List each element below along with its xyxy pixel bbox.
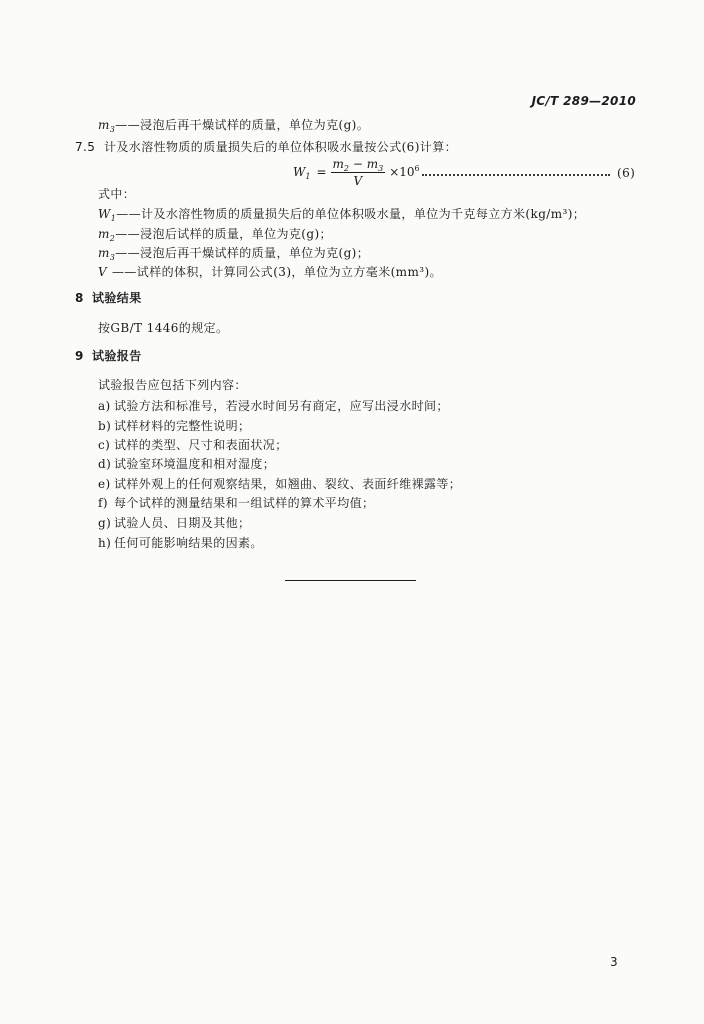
- list-item: [98, 418, 250, 434]
- fraction-numerator: [331, 157, 386, 173]
- list-item-text: 试样的类型、尺寸和表面状况；: [114, 438, 288, 452]
- definition-symbol: [98, 226, 115, 242]
- definition-description: ——浸泡后试样的质量，单位为克(g)；: [115, 227, 332, 241]
- symbol-letter: m: [98, 227, 110, 241]
- definition-symbol: [98, 206, 116, 222]
- symbol-subscript: 1: [110, 214, 117, 223]
- list-item-label: f): [98, 496, 108, 510]
- lhs-subscript: 1: [305, 172, 311, 181]
- definition-m3-carryover: [98, 117, 369, 133]
- definition-symbol: [98, 117, 115, 133]
- clause-number: 7.5: [75, 140, 96, 154]
- section-number: 9: [75, 349, 84, 363]
- definition-description: ——计及水溶性物质的质量损失后的单位体积吸水量，单位为千克每立方米(kg/m³)；: [116, 207, 586, 221]
- clause-text: 计及水溶性物质的质量损失后的单位体积吸水量按公式(6)计算：: [104, 140, 458, 154]
- list-item: [98, 456, 275, 472]
- numerator-a-subscript: 2: [343, 163, 349, 173]
- definition-w1: [98, 206, 585, 222]
- end-of-document-rule: [285, 580, 416, 581]
- list-item-text: 任何可能影响结果的因素。: [114, 536, 263, 550]
- symbol-letter: W: [98, 207, 111, 221]
- page-number: 3: [610, 955, 619, 969]
- numerator-a-symbol: m: [332, 156, 344, 171]
- section-9-intro: 试验报告应包括下列内容：: [98, 378, 247, 392]
- list-item-text: 试样材料的完整性说明；: [114, 419, 251, 433]
- definition-symbol: [98, 245, 115, 261]
- where-label: 式中：: [98, 187, 136, 201]
- list-item: [98, 515, 250, 531]
- numerator-minus: −: [352, 156, 363, 171]
- list-item-label: b): [98, 419, 112, 433]
- symbol-letter: m: [98, 118, 110, 132]
- formula-6: [293, 157, 420, 187]
- section-8-heading: [75, 290, 142, 306]
- list-item: [98, 398, 449, 414]
- section-9-heading: [75, 348, 142, 364]
- equation-number: (6): [617, 166, 636, 180]
- section-number: 8: [75, 291, 84, 305]
- list-item-text: 试验人员、日期及其他；: [114, 516, 251, 530]
- list-item: [98, 495, 374, 511]
- list-item-label: a): [98, 399, 111, 413]
- definition-description: ——浸泡后再干燥试样的质量，单位为克(g)；: [115, 246, 370, 260]
- list-item-label: h): [98, 536, 112, 550]
- section-title: 试验报告: [92, 349, 142, 363]
- list-item-text: 试验室环境温度和相对湿度；: [114, 457, 276, 471]
- list-item-label: e): [98, 477, 111, 491]
- list-item: [98, 437, 288, 453]
- symbol-subscript: 2: [109, 234, 116, 243]
- formula-lhs: [293, 165, 310, 179]
- definition-description: ——试样的体积，计算同公式(3)，单位为立方毫米(mm³)。: [112, 265, 442, 279]
- formula-fraction: [331, 157, 386, 188]
- fraction-denominator: V: [353, 173, 363, 188]
- definition-description: ——浸泡后再干燥试样的质量，单位为克(g)。: [115, 118, 370, 132]
- section-title: 试验结果: [92, 291, 142, 305]
- list-item-text: 每个试样的测量结果和一组试样的算术平均值；: [114, 496, 375, 510]
- numerator-b-symbol: m: [366, 156, 379, 171]
- dot-leader: [422, 174, 610, 176]
- symbol-subscript: 3: [109, 125, 116, 134]
- definition-m3: [98, 245, 369, 261]
- multiplier-exponent: 6: [414, 164, 420, 173]
- definition-m2: [98, 226, 332, 242]
- formula-equals: =: [316, 165, 327, 179]
- list-item-label: g): [98, 516, 112, 530]
- list-item-label: d): [98, 457, 112, 471]
- list-item-text: 试样外观上的任何观察结果，如翘曲、裂纹、表面纤维裸露等；: [114, 477, 462, 491]
- list-item-text: 试验方法和标准号，若浸水时间另有商定，应写出浸水时间；: [114, 399, 449, 413]
- definition-symbol: V: [98, 265, 108, 279]
- list-item: [98, 476, 461, 492]
- multiplier-base: ×10: [389, 165, 415, 179]
- definition-v: [98, 264, 442, 280]
- clause-7-5: [75, 139, 457, 155]
- document-code-header: JC/T 289—2010: [531, 94, 636, 108]
- list-item: [98, 535, 263, 551]
- lhs-symbol: W: [293, 165, 306, 179]
- numerator-b-subscript: 3: [378, 163, 384, 173]
- list-item-label: c): [98, 438, 111, 452]
- section-8-body: 按GB/T 1446的规定。: [98, 321, 229, 335]
- symbol-subscript: 3: [109, 253, 116, 262]
- symbol-letter: m: [98, 246, 110, 260]
- formula-multiplier: [389, 165, 419, 179]
